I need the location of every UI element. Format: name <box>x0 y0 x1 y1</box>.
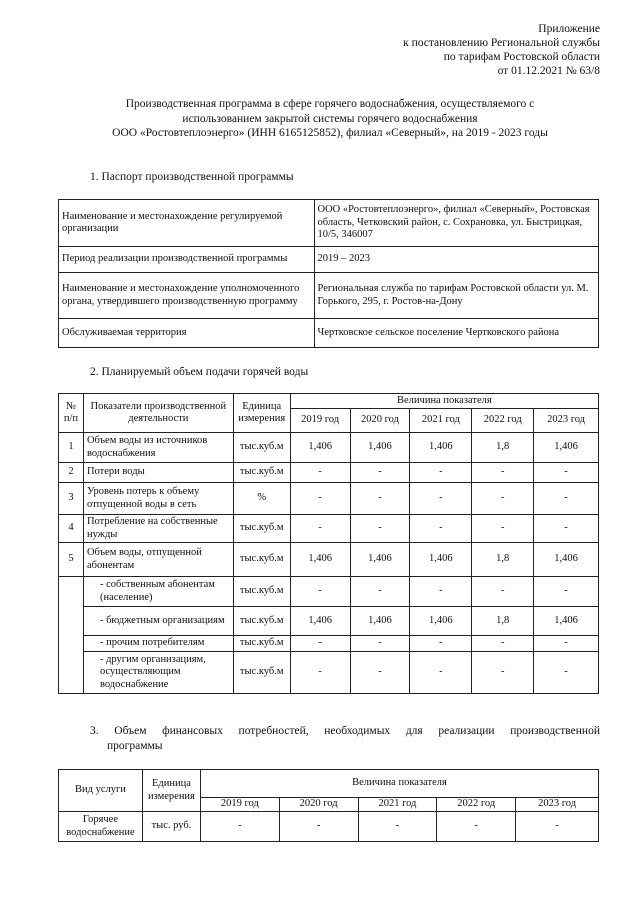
passport-label: Наименование и местонахождение регулируемой организации <box>59 200 315 247</box>
passport-value: Чертковское сельское поселение Чертковского района <box>314 319 598 348</box>
value-cell: 1,8 <box>472 607 534 636</box>
value-cell: 1,406 <box>410 433 472 463</box>
value-cell: - <box>410 515 472 543</box>
indicator-name: Объем воды из источников водоснабжения <box>83 433 233 463</box>
value-cell: - <box>534 463 599 483</box>
table-row <box>59 463 599 483</box>
table-row <box>59 483 599 515</box>
unit-cell: тыс.куб.м <box>233 515 290 543</box>
header-year: 2022 год <box>472 409 534 433</box>
header-year: 2019 год <box>290 409 350 433</box>
value-cell: - <box>472 483 534 515</box>
table-row <box>59 543 599 577</box>
row-number: 4 <box>59 515 84 543</box>
passport-table <box>58 199 599 348</box>
value-cell: 1,406 <box>410 543 472 577</box>
unit-cell: тыс.куб.м <box>233 607 290 636</box>
table-row <box>59 515 599 543</box>
section2-heading: 2. Планируемый объем подачи горячей воды <box>90 366 309 378</box>
unit-cell: тыс.куб.м <box>233 463 290 483</box>
header-num: № п/п <box>59 394 84 433</box>
table-row <box>59 812 599 842</box>
unit-cell: % <box>233 483 290 515</box>
table-header-row <box>59 770 599 798</box>
indicator-name: Потери воды <box>83 463 233 483</box>
indicator-name: - другим организациям, осуществляющим водоснабжение <box>83 652 233 694</box>
row-number-empty <box>59 577 84 694</box>
value-cell: - <box>472 463 534 483</box>
value-cell: - <box>472 636 534 652</box>
value-cell: - <box>472 652 534 694</box>
indicator-name: Потребление на собственные нужды <box>83 515 233 543</box>
passport-label: Период реализации производственной программы <box>59 247 315 273</box>
value-cell: 1,406 <box>410 607 472 636</box>
header-year: 2021 год <box>358 798 437 812</box>
section3-heading: 3. Объем финансовых потребностей, необходимых для реализации производственной <box>90 725 600 737</box>
value-cell: - <box>290 577 350 607</box>
passport-row <box>59 247 599 273</box>
passport-label: Обслуживаемая территория <box>59 319 315 348</box>
header-year: 2023 год <box>516 798 599 812</box>
table-row <box>59 433 599 463</box>
header-year: 2019 год <box>200 798 279 812</box>
value-cell: - <box>290 515 350 543</box>
passport-value: Региональная служба по тарифам Ростовской области ул. М. Горького, 295, г. Ростов-на-Дону <box>314 273 598 319</box>
table-row <box>59 607 599 636</box>
value-cell: - <box>410 577 472 607</box>
header-indicator: Показатели производственной деятельности <box>83 394 233 433</box>
appendix-line: к постановлению Региональной службы <box>403 37 600 49</box>
header-value: Величина показателя <box>200 770 598 798</box>
appendix-line: от 01.12.2021 № 63/8 <box>497 65 600 77</box>
document-title <box>60 97 600 141</box>
value-cell: - <box>358 812 437 842</box>
value-cell: - <box>472 515 534 543</box>
row-number: 1 <box>59 433 84 463</box>
header-unit: Единица измерения <box>233 394 290 433</box>
table-row <box>59 577 599 607</box>
value-cell: - <box>350 652 410 694</box>
row-number: 2 <box>59 463 84 483</box>
title-line: Производственная программа в сфере горячего водоснабжения, осуществляемого с <box>125 98 535 110</box>
value-cell: - <box>410 652 472 694</box>
value-cell: 1,406 <box>534 607 599 636</box>
passport-row <box>59 200 599 247</box>
value-cell: - <box>410 636 472 652</box>
table-row <box>59 636 599 652</box>
value-cell: - <box>290 483 350 515</box>
value-cell: - <box>350 636 410 652</box>
appendix-line: Приложение <box>538 23 600 35</box>
appendix-header <box>403 22 600 78</box>
value-cell: - <box>410 463 472 483</box>
water-volume-table <box>58 393 599 694</box>
row-number: 5 <box>59 543 84 577</box>
financial-table <box>58 769 599 842</box>
value-cell: - <box>534 636 599 652</box>
value-cell: 1,8 <box>472 543 534 577</box>
indicator-name: Уровень потерь к объему отпущенной воды в сеть <box>83 483 233 515</box>
table-header-row <box>59 394 599 409</box>
value-cell: - <box>534 577 599 607</box>
title-line: использованием закрытой системы горячего водоснабжения <box>182 112 478 125</box>
value-cell: 1,406 <box>534 543 599 577</box>
value-cell: - <box>516 812 599 842</box>
value-cell: - <box>279 812 358 842</box>
value-cell: 1,8 <box>472 433 534 463</box>
value-cell: - <box>350 577 410 607</box>
value-cell: - <box>290 652 350 694</box>
passport-value: ООО «Ростовтеплоэнерго», филиал «Северный», Ростовская область, Четковский район, с. Сохрановка, ул. Быстрицкая, 10/5, 346007 <box>314 200 598 247</box>
indicator-name: - прочим потребителям <box>83 636 233 652</box>
value-cell: - <box>534 652 599 694</box>
value-cell: 1,406 <box>350 607 410 636</box>
passport-value: 2019 – 2023 <box>314 247 598 273</box>
unit-cell: тыс.куб.м <box>233 543 290 577</box>
passport-label: Наименование и местонахождение уполномоченного органа, утвердившего производственную программу <box>59 273 315 319</box>
unit-cell: тыс.куб.м <box>233 433 290 463</box>
row-number: 3 <box>59 483 84 515</box>
value-cell: - <box>410 483 472 515</box>
indicator-name: - бюджетным организациям <box>83 607 233 636</box>
section1-heading: 1. Паспорт производственной программы <box>90 171 294 183</box>
value-cell: - <box>290 636 350 652</box>
header-year: 2020 год <box>279 798 358 812</box>
header-year: 2022 год <box>437 798 516 812</box>
value-cell: - <box>437 812 516 842</box>
indicator-name: Объем воды, отпущенной абонентам <box>83 543 233 577</box>
value-cell: 1,406 <box>290 433 350 463</box>
value-cell: - <box>472 577 534 607</box>
header-year: 2023 год <box>534 409 599 433</box>
value-cell: 1,406 <box>534 433 599 463</box>
unit-cell: тыс. руб. <box>142 812 200 842</box>
value-cell: - <box>350 463 410 483</box>
appendix-line: по тарифам Ростовской области <box>443 51 600 63</box>
table-row <box>59 652 599 694</box>
passport-row <box>59 273 599 319</box>
value-cell: 1,406 <box>350 433 410 463</box>
value-cell: - <box>200 812 279 842</box>
unit-cell: тыс.куб.м <box>233 652 290 694</box>
value-cell: 1,406 <box>290 543 350 577</box>
unit-cell: тыс.куб.м <box>233 577 290 607</box>
value-cell: - <box>534 483 599 515</box>
header-value: Величина показателя <box>290 394 598 409</box>
value-cell: - <box>534 515 599 543</box>
unit-cell: тыс.куб.м <box>233 636 290 652</box>
header-service: Вид услуги <box>59 770 143 812</box>
header-unit: Единица измерения <box>142 770 200 812</box>
passport-row <box>59 319 599 348</box>
indicator-name: - собственным абонентам (население) <box>83 577 233 607</box>
value-cell: - <box>350 483 410 515</box>
value-cell: - <box>350 515 410 543</box>
value-cell: 1,406 <box>350 543 410 577</box>
table-body <box>59 433 599 694</box>
service-name: Горячее водоснабжение <box>59 812 143 842</box>
value-cell: - <box>290 463 350 483</box>
header-year: 2021 год <box>410 409 472 433</box>
section3-heading-cont: программы <box>107 740 163 752</box>
value-cell: 1,406 <box>290 607 350 636</box>
title-line: ООО «Ростовтеплоэнерго» (ИНН 6165125852), филиал «Северный», на 2019 - 2023 годы <box>112 127 548 139</box>
header-year: 2020 год <box>350 409 410 433</box>
